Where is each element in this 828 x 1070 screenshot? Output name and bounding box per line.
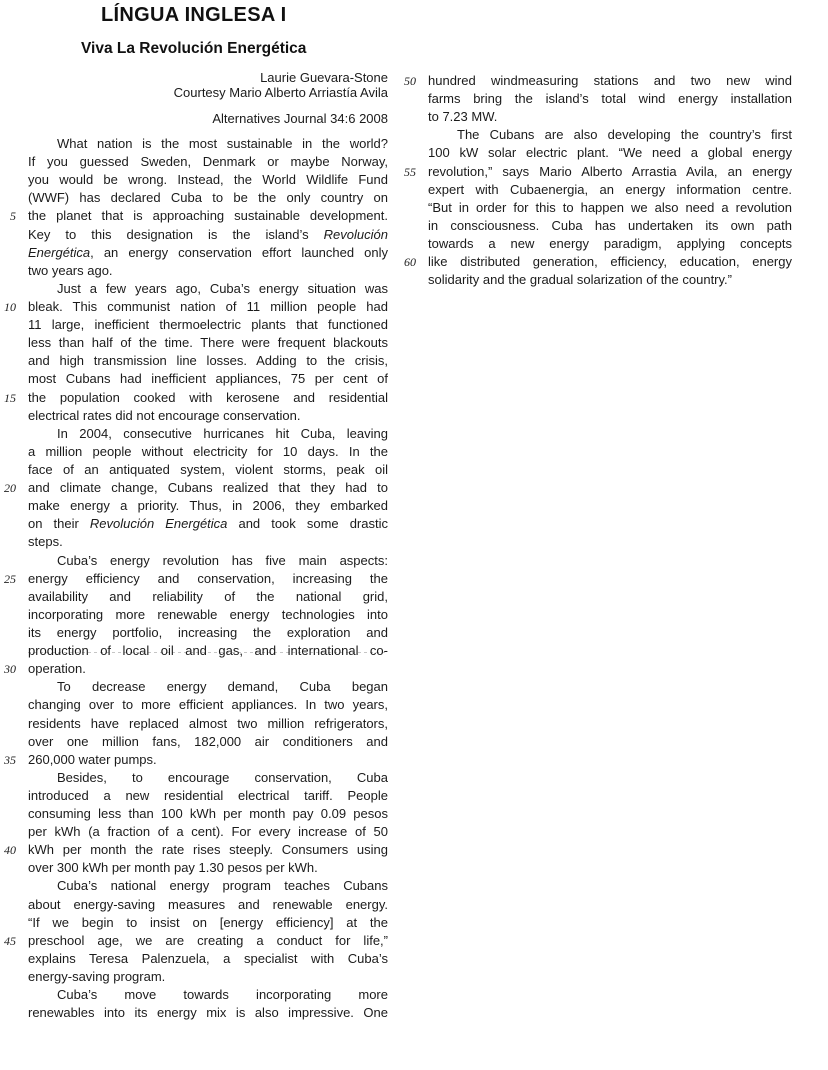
line-number: 5 [10,209,16,224]
line-text: availability and reliability of the national grid, [28,588,388,604]
text-line [0,752,388,770]
line-text: renewables into its energy mix is also impressive. One [28,1005,388,1021]
text-line [0,353,388,371]
left-column [0,136,388,1023]
text-line [0,734,388,752]
text-line [0,625,388,643]
line-text: two years ago. [28,262,113,278]
text-line [0,716,388,734]
text-line [0,770,388,788]
byline-author: Laurie Guevara-Stone [260,70,388,85]
text-line [398,236,792,254]
line-text: If you guessed Sweden, Denmark or maybe Norway, [28,154,388,170]
text-line [0,933,388,951]
line-text: steps. [28,534,63,550]
text-line [0,897,388,915]
line-number: 50 [404,74,416,88]
text-line [0,697,388,715]
line-text: per kWh (a fraction of a cent). For every increase of 50 [28,824,388,840]
text-line [0,299,388,317]
text-line [0,154,388,172]
text-line [0,317,388,335]
text-line [398,254,792,272]
line-text: a million people without electricity for 10 days. In the [28,443,388,459]
text-line [398,164,792,182]
line-text: farms bring the island’s total wind energy installation [428,91,792,107]
line-text: most Cubans had inefficient appliances, 75 per cent of [28,371,388,387]
line-number: 40 [4,843,16,858]
line-text: Energética, an energy conservation effort launched only [28,244,388,260]
line-number: 25 [4,571,16,586]
line-number: 60 [404,255,416,270]
line-text: solidarity and the gradual solarization of the country.” [428,272,732,288]
line-number: 45 [4,933,16,948]
line-text: electrical rates did not encourage conservation. [28,407,301,423]
text-line [0,607,388,625]
text-line [0,589,388,607]
line-text: Cuba’s move towards incorporating more [57,987,388,1003]
line-text: the planet that is approaching sustainable development. [28,208,388,224]
text-line [0,842,388,860]
text-line [0,1005,388,1023]
line-text: energy efficiency and conservation, increasing the [28,570,388,586]
line-text: face of an antiquated system, violent storms, peak oil [28,461,388,477]
line-text: changing over to more efficient appliances. In two years, [28,697,388,713]
text-line [398,145,792,163]
text-line [398,73,792,91]
text-line [0,788,388,806]
line-number: 10 [4,299,16,314]
line-text: “If we begin to insist on [energy efficiency] at the [28,914,388,930]
line-text: make energy a priority. Thus, in 2006, they embarked [28,498,388,514]
text-line [0,281,388,299]
text-line [0,806,388,824]
text-line [0,462,388,480]
line-text: kWh per month the rate rises steeply. Consumers using [28,842,388,858]
line-number: 30 [4,662,16,677]
byline [28,71,388,100]
text-line [0,245,388,263]
line-text: in consciousness. Cuba has undertaken its own path [428,217,792,233]
line-number: 35 [4,752,16,767]
text-line [0,426,388,444]
text-line [0,263,388,281]
line-text: 100 kW solar electric plant. “We need a global energy [428,145,792,161]
line-number: 55 [404,164,416,179]
byline-courtesy: Courtesy Mario Alberto Arriastía Avila [173,84,388,100]
line-text: production of local oil and gas, and international co- [28,643,388,659]
line-text: Key to this designation is the island’s Revolución [28,226,388,242]
line-text: Just a few years ago, Cuba’s energy situation was [57,280,388,296]
line-text: like distributed generation, efficiency, education, energy [428,254,792,270]
line-text: less than half of the time. There were frequent blackouts [28,335,388,351]
line-text: hundred windmeasuring stations and two new wind [428,73,792,88]
text-line [0,661,388,679]
text-line [0,679,388,697]
text-line [0,371,388,389]
line-text: Besides, to encourage conservation, Cuba [57,769,388,785]
line-text: and high transmission line losses. Adding to the crisis, [28,353,388,369]
line-text: and climate change, Cubans realized that they had to [28,480,388,496]
text-line [0,571,388,589]
line-text: revolution,” says Mario Alberto Arrastia Avila, an energy [428,163,792,179]
text-line [0,951,388,969]
page-title: LÍNGUA INGLESA I [101,4,287,26]
text-line [0,987,388,1005]
text-line [0,534,388,552]
line-text: its energy portfolio, increasing the exploration and [28,624,388,640]
line-text: explains Teresa Palenzuela, a specialist with Cuba’s [28,950,388,966]
text-line [0,208,388,226]
text-line [398,200,792,218]
text-line [0,969,388,987]
text-line [0,498,388,516]
text-line [0,227,388,245]
text-line [0,915,388,933]
article-title: Viva La Revolución Energética [81,40,307,57]
line-text: residents have replaced almost two million refrigerators, [28,715,388,731]
text-line [398,218,792,236]
text-line [398,272,792,290]
line-number: 15 [4,390,16,405]
line-text: Cuba’s national energy program teaches Cubans [57,878,388,894]
text-line [0,516,388,534]
text-line [0,136,388,154]
text-line [0,553,388,571]
text-line [0,390,388,408]
text-line [0,190,388,208]
text-line [0,878,388,896]
line-text: over one million fans, 182,000 air conditioners and [28,733,388,749]
text-line [0,860,388,878]
text-line [0,335,388,353]
line-text: (WWF) has declared Cuba to be the only country on [28,190,388,206]
right-column [398,73,792,290]
line-text: expert with Cubaenergia, an energy information centre. [428,181,792,197]
source-citation: Alternatives Journal 34:6 2008 [212,111,388,126]
line-text: incorporating more renewable energy technologies into [28,606,388,622]
line-text: over 300 kWh per month pay 1.30 pesos per kWh. [28,860,318,876]
line-text: about energy-saving measures and renewable energy. [28,896,388,912]
line-text: the population cooked with kerosene and residential [28,389,388,405]
line-text: What nation is the most sustainable in the world? [57,136,388,151]
text-line [398,182,792,200]
line-text: Cuba’s energy revolution has five main aspects: [57,552,388,568]
line-text: to 7.23 MW. [428,109,498,125]
line-text: bleak. This communist nation of 11 million people had [28,298,388,314]
line-text: consuming less than 100 kWh per month pay 0.09 pesos [28,806,388,822]
line-text: To decrease energy demand, Cuba began [57,679,388,695]
line-text: you would be wrong. Instead, the World Wildlife Fund [28,172,388,188]
line-text: introduced a new residential electrical tariff. People [28,787,388,803]
text-line [398,127,792,145]
line-text: 11 large, inefficient thermoelectric plants that functioned [28,317,388,333]
text-line [398,91,792,109]
line-text: on their Revolución Energética and took some drastic [28,516,388,532]
line-text: preschool age, we are creating a conduct for life,” [28,932,388,948]
text-line [0,172,388,190]
line-text: energy-saving program. [28,969,166,985]
line-text: “But in order for this to happen we also need a revolution [428,199,792,215]
line-text: operation. [28,661,86,677]
line-text: The Cubans are also developing the country’s first [457,127,792,143]
text-line [0,444,388,462]
line-text: In 2004, consecutive hurricanes hit Cuba, leaving [57,425,388,441]
text-line [0,643,388,661]
text-line [398,109,792,127]
text-line [0,824,388,842]
line-number: 20 [4,481,16,496]
text-line [0,480,388,498]
text-line [0,408,388,426]
line-text: towards a new energy paradigm, applying concepts [428,235,792,251]
line-text: 260,000 water pumps. [28,751,157,767]
